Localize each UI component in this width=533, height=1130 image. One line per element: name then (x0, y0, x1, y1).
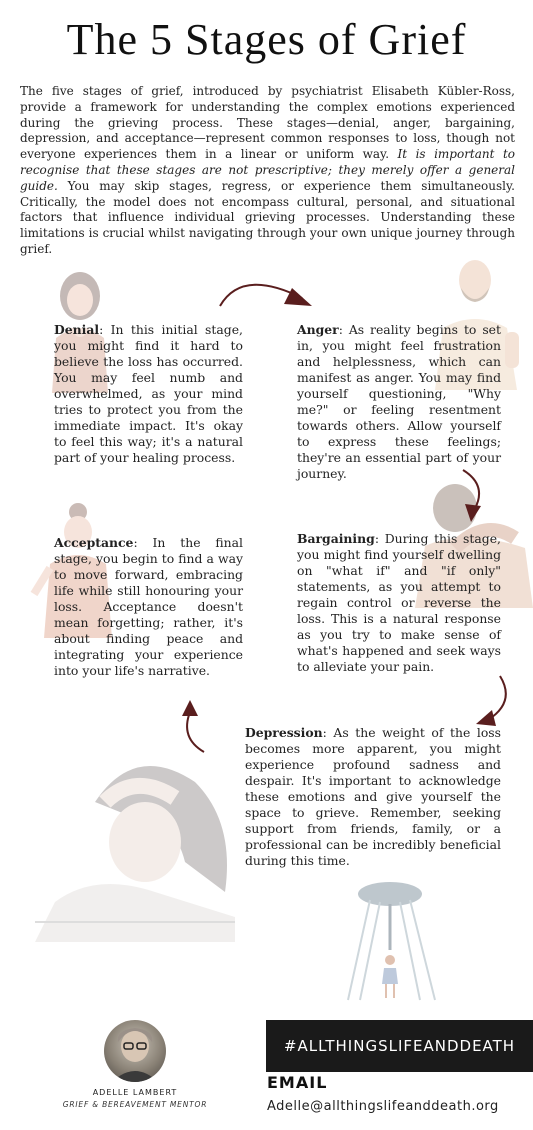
arrow-depression-to-acceptance-icon (176, 698, 216, 756)
author-portrait-icon (104, 1020, 166, 1082)
hashtag-text: #ALLTHINGSLIFEANDDEATH (283, 1037, 516, 1055)
stage-anger: Anger: As reality begins to set in, you might feel frustration and helplessness, which can manifest as anger. You may find yourself questioning, "Why me?" or feeling resentment towards others. Allow yourself to express these feelings; they're an essential part of your journey. (297, 322, 501, 481)
intro-text-2: You may skip stages, regress, or experience them simultaneously. Critically, the model does not encompass cultural, personal, and situational factors that influence individual grieving processes. Understanding these limitations is crucial whilst navigating through your own unique journey through grief. (20, 178, 515, 256)
stage-denial: Denial: In this initial stage, you might find it hard to believe the loss has occurred. You may feel numb and overwhelmed, as your mind tries to protect you from the immediate impact. It's okay to feel this way; it's a natural part of your healing process. (54, 322, 243, 465)
intro-italic-note: It is important to recognise that these stages are not prescriptive; they merely offer a general guide. (20, 147, 515, 193)
hashtag-banner (266, 1020, 533, 1072)
stage-denial-name: Denial (54, 322, 100, 337)
arrow-denial-to-anger-icon (212, 268, 322, 316)
girl-cloud-illustration (340, 880, 440, 1005)
author-name: ADELLE LAMBERT (92, 1088, 178, 1097)
stage-acceptance: Acceptance: In the final stage, you begin to find a way to move forward, embracing life while still honouring your loss. Acceptance doesn't mean forgetting; rather, it's about finding peace and integrating your experience into your life's narrative. (54, 535, 243, 678)
page-title: The 5 Stages of Grief (66, 15, 467, 64)
stage-anger-text: As reality begins to set in, you might feel frustration and helplessness, which can manifest as anger. You may find yourself questioning, "Why me?" or feeling resentment towards others. Allow yourself to express these feelings; they're an essential part of your journey. (297, 322, 501, 481)
stage-acceptance-text: In the final stage, you begin to find a way to move forward, embracing life while still honouring your loss. Acceptance doesn't mean forgetting; rather, it's about finding peace and integrating your experience into your life's narrative. (54, 535, 243, 678)
author-avatar (104, 1020, 166, 1082)
stage-bargaining-text: During this stage, you might find yourself dwelling on "what if" and "if only" statements, as you attempt to regain control or reverse the loss. This is a natural response as you try to make sense of what's happened and seek ways to alleviate your pain. (297, 531, 501, 674)
author-role: GRIEF & BEREAVEMENT MENTOR (62, 1100, 208, 1109)
stage-anger-name: Anger (297, 322, 339, 337)
intro-text-1: The five stages of grief, introduced by psychiatrist Elisabeth Kübler-Ross, provide a framework for understanding the complex emotions experienced during the grieving process. These stages—denial, anger, bargaining, depression, and acceptance—represent common responses to loss, though not everyone experiences them in a linear or uniform way. (20, 84, 515, 162)
stage-depression: Depression: As the weight of the loss becomes more apparent, you might experience profound sadness and despair. It's important to acknowledge these emotions and give yourself the space to grieve. Remember, seeking support from friends, family, or a professional can be incredibly beneficial during this time. (245, 725, 501, 868)
email-link[interactable]: Adelle@allthingslifeanddeath.org (267, 1099, 499, 1114)
intro-paragraph (20, 84, 515, 258)
stage-denial-text: In this initial stage, you might find it hard to believe the loss has occurred. You may feel numb and overwhelmed, as your mind tries to protect you from the immediate impact. It's okay to feel this way; it's a natural part of your healing process. (54, 322, 243, 465)
woman-depression-illustration (35, 742, 245, 942)
stage-bargaining: Bargaining: During this stage, you might find yourself dwelling on "what if" and "if only" statements, as you attempt to regain control or reverse the loss. This is a natural response as you try to make sense of what's happened and seek ways to alleviate your pain. (297, 531, 501, 674)
arrow-bargaining-to-depression-icon (470, 672, 516, 732)
stage-depression-text: As the weight of the loss becomes more apparent, you might experience profound sadness and despair. It's important to acknowledge these emotions and give yourself the space to grieve. Remember, seeking support from friends, family, or a professional can be incredibly beneficial during this time. (245, 725, 501, 868)
stage-depression-name: Depression (245, 725, 323, 740)
stage-acceptance-name: Acceptance (54, 535, 134, 550)
email-label: EMAIL (267, 1073, 328, 1092)
stage-bargaining-name: Bargaining (297, 531, 375, 546)
